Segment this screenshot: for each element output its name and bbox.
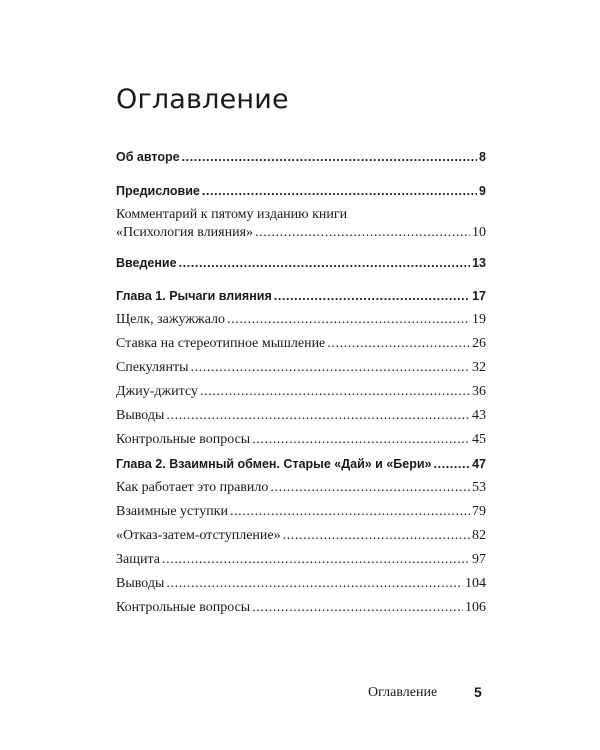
toc-entry-page: 79 bbox=[472, 504, 486, 519]
dot-leader bbox=[283, 527, 470, 545]
toc-entry-label: Глава 1. Рычаги влияния bbox=[116, 289, 272, 303]
toc-entry-page: 17 bbox=[472, 289, 486, 303]
dot-leader bbox=[227, 311, 470, 329]
toc-entry-label: Выводы bbox=[116, 408, 165, 423]
toc-entry-conclusions-1[interactable] bbox=[116, 405, 486, 425]
toc-entry-label: Щелк, зажужжало bbox=[116, 312, 226, 327]
toc-entry-concessions[interactable] bbox=[116, 501, 486, 521]
toc-entry-page: 53 bbox=[472, 480, 486, 495]
dot-leader bbox=[255, 224, 470, 242]
dot-leader bbox=[274, 287, 470, 305]
toc-entry-profiteers[interactable] bbox=[116, 357, 486, 377]
toc-entry-stereotypes[interactable] bbox=[116, 333, 486, 353]
toc-entry-page: 8 bbox=[479, 150, 486, 164]
toc-entry-page: 10 bbox=[472, 225, 486, 240]
toc-entry-label: Об авторе bbox=[116, 150, 180, 164]
toc-entry-label: «Психология влияния» bbox=[116, 225, 254, 240]
toc-entry-chapter-1[interactable] bbox=[116, 285, 486, 305]
toc-entry-label: Как работает это правило bbox=[116, 480, 269, 495]
dot-leader bbox=[166, 575, 463, 593]
toc-entry-preface[interactable] bbox=[116, 180, 486, 200]
toc-entry-jiu-jitsu[interactable] bbox=[116, 381, 486, 401]
toc-entry-chapter-2[interactable] bbox=[116, 453, 486, 473]
page-number: 5 bbox=[474, 684, 482, 700]
dot-leader bbox=[252, 599, 463, 617]
toc-entry-page: 97 bbox=[472, 552, 486, 567]
dot-leader bbox=[202, 182, 477, 200]
toc-title: Оглавление bbox=[116, 84, 289, 115]
toc-entry-label: Джиу-джитсу bbox=[116, 384, 198, 399]
toc-entry-page: 32 bbox=[472, 360, 486, 375]
dot-leader bbox=[190, 359, 470, 377]
toc-entry-introduction[interactable] bbox=[116, 252, 486, 272]
dot-leader bbox=[179, 254, 471, 272]
toc-entry-label: Контрольные вопросы bbox=[116, 432, 251, 447]
toc-entry-label: Глава 2. Взаимный обмен. Старые «Дай» и «Бери» bbox=[116, 457, 432, 471]
toc-entry-label: Спекулянты bbox=[116, 360, 189, 375]
dot-leader bbox=[434, 455, 471, 473]
toc-entry-conclusions-2[interactable] bbox=[116, 573, 486, 593]
toc-entry-label: Выводы bbox=[116, 576, 165, 591]
toc-entry-questions-2[interactable] bbox=[116, 597, 486, 617]
toc-entry-page: 13 bbox=[472, 256, 486, 270]
dot-leader bbox=[230, 503, 470, 521]
toc-entry-page: 47 bbox=[472, 457, 486, 471]
toc-entry-page: 9 bbox=[479, 184, 486, 198]
toc-entry-label: «Отказ-затем-отступление» bbox=[116, 528, 281, 543]
running-title: Оглавление bbox=[368, 685, 438, 700]
toc-entry-label: Защита bbox=[116, 552, 161, 567]
dot-leader bbox=[200, 383, 470, 401]
dot-leader bbox=[270, 479, 470, 497]
toc-entry-label: Взаимные уступки bbox=[116, 504, 228, 519]
dot-leader bbox=[182, 148, 477, 166]
toc-entry-page: 82 bbox=[472, 528, 486, 543]
toc-entry-page: 19 bbox=[472, 312, 486, 327]
toc-entry-label: Введение bbox=[116, 256, 177, 270]
toc-entry-label: Ставка на стереотипное мышление bbox=[116, 336, 326, 351]
toc-entry-about-author[interactable] bbox=[116, 146, 486, 166]
toc-entry-questions-1[interactable] bbox=[116, 429, 486, 449]
toc-entry-page: 104 bbox=[465, 576, 486, 591]
dot-leader bbox=[162, 551, 470, 569]
toc-entry-page: 106 bbox=[465, 600, 486, 615]
toc-entry-rejection-retreat[interactable] bbox=[116, 525, 486, 545]
toc-entry-label: Предисловие bbox=[116, 184, 200, 198]
toc-entry-page: 36 bbox=[472, 384, 486, 399]
dot-leader bbox=[327, 335, 470, 353]
toc-entry-page: 26 bbox=[472, 336, 486, 351]
toc-entry-label: Контрольные вопросы bbox=[116, 600, 251, 615]
dot-leader bbox=[166, 407, 470, 425]
dot-leader bbox=[252, 431, 470, 449]
toc-entry-comment-line1: Комментарий к пятому изданию книги bbox=[116, 207, 348, 222]
toc-entry-page: 45 bbox=[472, 432, 486, 447]
toc-entry-defense[interactable] bbox=[116, 549, 486, 569]
toc-entry-comment[interactable] bbox=[116, 222, 486, 242]
toc-entry-page: 43 bbox=[472, 408, 486, 423]
toc-entry-click-whirr[interactable] bbox=[116, 309, 486, 329]
toc-entry-how-rule-works[interactable] bbox=[116, 477, 486, 497]
